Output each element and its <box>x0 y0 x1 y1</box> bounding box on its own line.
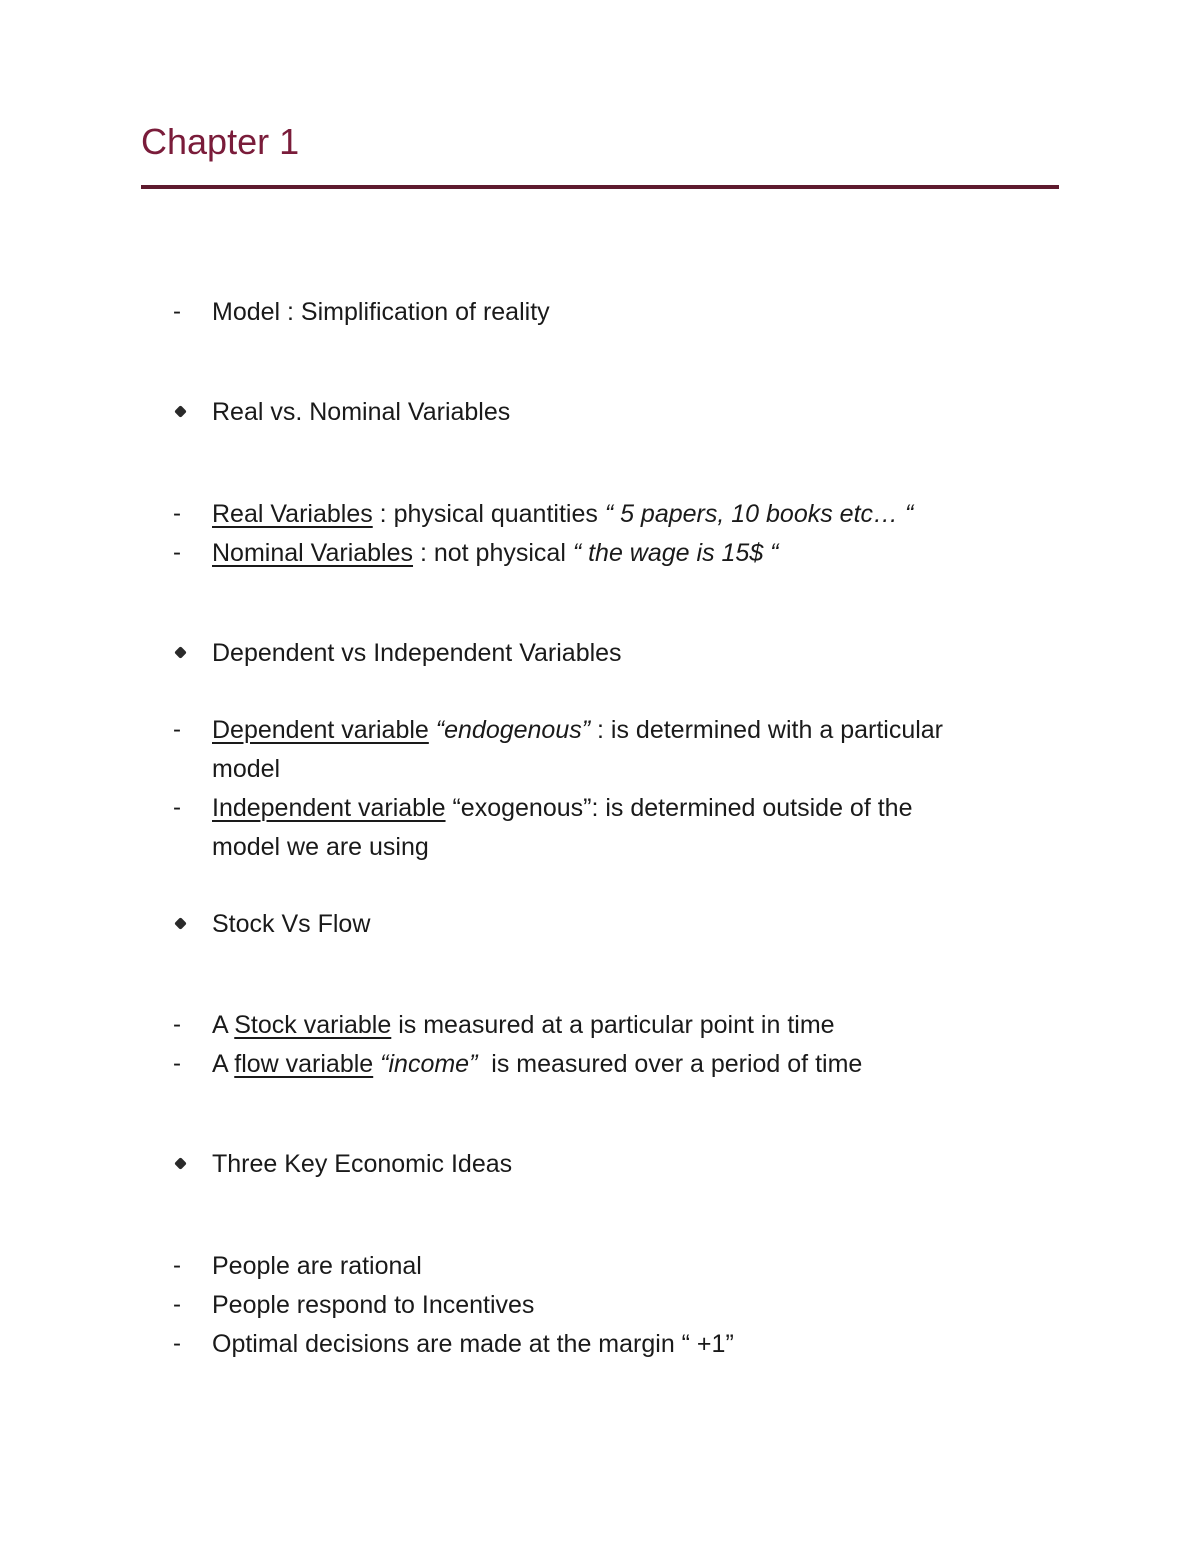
bullet-heading: Three Key Economic Ideas <box>212 1150 513 1178</box>
definition-text: is measured over a period of time <box>477 1050 863 1078</box>
dash-marker: - <box>173 298 181 325</box>
prefix-text: A <box>212 1050 235 1078</box>
spacer-text <box>429 716 436 744</box>
list-item-text: Optimal decisions are made at the margin “ +1” <box>212 1330 734 1358</box>
bullet-heading: Real vs. Nominal Variables <box>212 398 511 426</box>
dash-marker: - <box>173 1330 181 1357</box>
term-nominal-variables: Nominal Variables <box>212 539 414 567</box>
list-item-text: People respond to Incentives <box>212 1291 535 1319</box>
continuation-text: model <box>212 755 281 783</box>
term-stock-variable: Stock variable <box>234 1011 392 1039</box>
term-independent-variable: Independent variable <box>212 794 446 822</box>
example-text: “income” <box>380 1050 478 1078</box>
list-item-text <box>212 1009 835 1041</box>
prefix-text: A <box>212 1011 235 1039</box>
definition-text: : not physical <box>413 539 573 567</box>
page-title: Chapter 1 <box>141 121 300 162</box>
list-item-text: Model : Simplification of reality <box>212 298 550 326</box>
bullet-heading: Stock Vs Flow <box>212 910 371 938</box>
dash-marker: - <box>173 500 181 527</box>
example-text: “endogenous” <box>435 716 591 744</box>
term-dependent-variable: Dependent variable <box>212 716 429 744</box>
bullet-icon <box>174 646 187 659</box>
list-item-text: People are rational <box>212 1252 422 1280</box>
list-item-text <box>212 792 912 824</box>
bullet-icon <box>174 917 187 930</box>
definition-text: “exogenous”: is determined outside of the <box>445 794 913 822</box>
dash-marker: - <box>173 716 181 743</box>
example-text: “ 5 papers, 10 books etc… “ <box>604 500 914 528</box>
title-divider <box>141 185 1059 189</box>
dash-marker: - <box>173 1050 181 1077</box>
list-item-text <box>212 537 779 569</box>
term-real-variables: Real Variables <box>212 500 373 528</box>
dash-marker: - <box>173 794 181 821</box>
list-item-text <box>212 1048 862 1080</box>
definition-text: is measured at a particular point in time <box>391 1011 835 1039</box>
definition-text: : is determined with a particular <box>590 716 944 744</box>
term-flow-variable: flow variable <box>234 1050 374 1078</box>
bullet-icon <box>174 1157 187 1170</box>
dash-marker: - <box>173 1291 181 1318</box>
example-text: “ the wage is 15$ “ <box>572 539 779 567</box>
list-item-text <box>212 714 943 746</box>
dash-marker: - <box>173 1011 181 1038</box>
bullet-heading: Dependent vs Independent Variables <box>212 639 622 667</box>
continuation-text: model we are using <box>212 833 429 861</box>
list-item-text <box>212 498 913 530</box>
dash-marker: - <box>173 539 181 566</box>
bullet-icon <box>174 405 187 418</box>
dash-marker: - <box>173 1252 181 1279</box>
definition-text: : physical quantities <box>372 500 605 528</box>
